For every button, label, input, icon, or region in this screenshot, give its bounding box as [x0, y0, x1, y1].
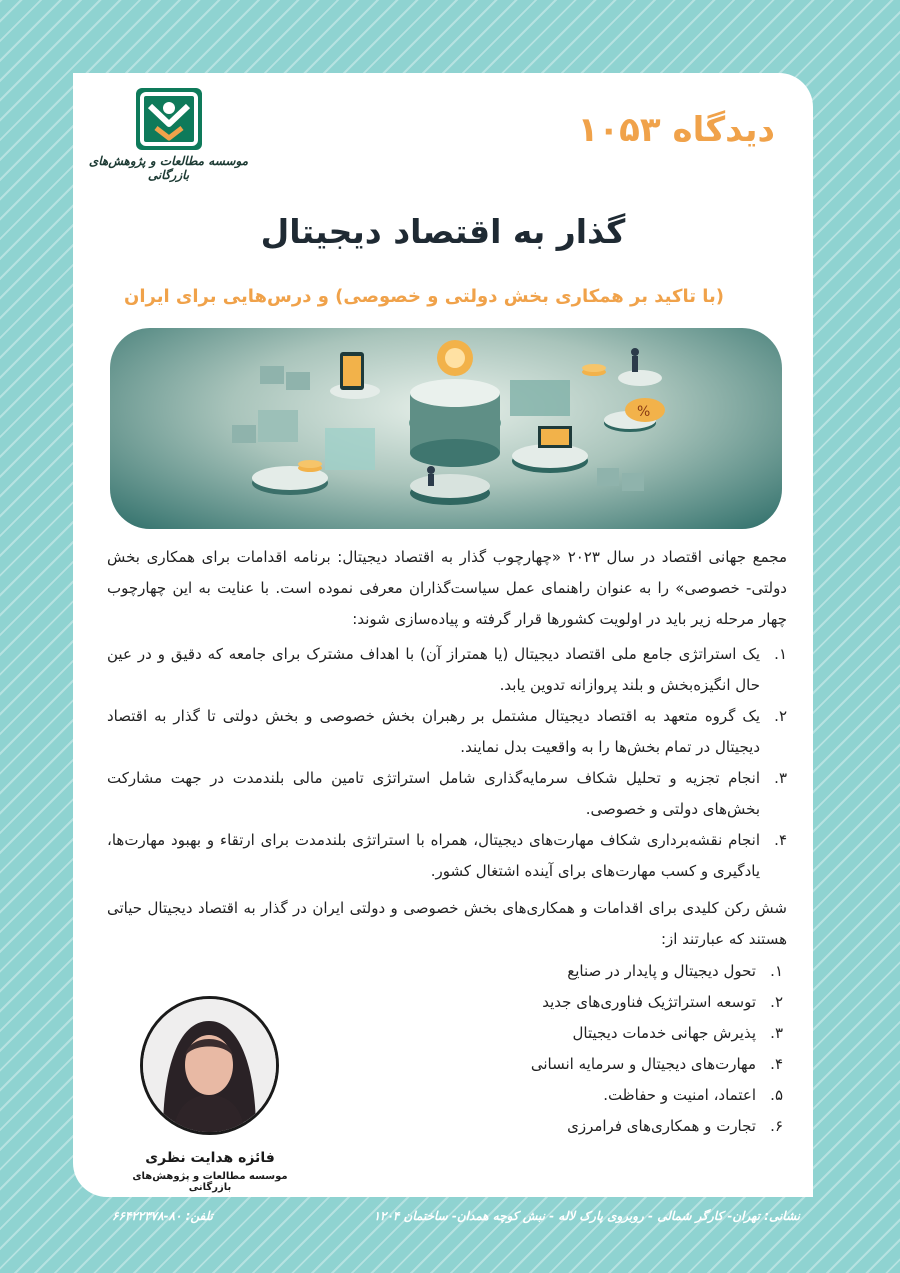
list-item: [383, 1080, 783, 1111]
list-number: ۴.: [774, 831, 787, 849]
list-item: [107, 701, 787, 763]
list-item: [107, 639, 787, 701]
list-item: [383, 956, 783, 987]
page-title: گذار به اقتصاد دیجیتال: [260, 212, 626, 251]
list-item: [107, 763, 787, 825]
list-text: انجام نقشه‌برداری شکاف مهارت‌های دیجیتال، همراه با استراتژی بلندمدت برای ارتقاء و بهبود مهارت‌ها، یادگیری و کسب مهارت‌های برای آینده اشتغال کشور.: [107, 831, 760, 880]
list-text: یک استراتژی جامع ملی اقتصاد دیجیتال (یا همتراز آن) با اهداف مشترک برای جامعه که دقیق و در عین حال انگیزه‌بخش و بلند پروازانه تدوین یابد.: [107, 645, 760, 694]
logo-text: موسسه مطالعات و پژوهش‌های بازرگانی: [88, 154, 249, 182]
list-number: ۲.: [774, 707, 787, 725]
logo-emblem-icon: [136, 88, 202, 150]
list-text: اعتماد، امنیت و حفاظت.: [603, 1086, 756, 1104]
list-number: ۱.: [774, 645, 787, 663]
list-item: [383, 1111, 783, 1142]
author-name: فائزه هدایت نظری: [145, 1150, 275, 1166]
list-text: یک گروه متعهد به اقتصاد دیجیتال مشتمل بر رهبران بخش خصوصی و بخش دولتی تا گذار به اقتصاد دیجیتال در تمام بخش‌ها را به واقعیت بدل نمایند.: [107, 707, 760, 756]
institute-logo: [86, 88, 251, 188]
list-text: انجام تجزیه و تحلیل شکاف سرمایه‌گذاری شامل استراتژی تامین مالی بلندمدت در جهت مشارکت بخش‌های دولتی و خصوصی.: [107, 769, 760, 818]
page-subtitle: (با تاکید بر همکاری بخش دولتی و خصوصی) و درس‌هایی برای ایران: [123, 286, 725, 307]
list-item: [383, 1018, 783, 1049]
author-photo: [140, 996, 279, 1135]
list-number: ۶.: [770, 1117, 783, 1135]
svg-text:%: %: [637, 404, 651, 420]
pillars-list: [383, 956, 783, 1142]
steps-list: [107, 639, 787, 887]
list-item: [383, 1049, 783, 1080]
list-item: [383, 987, 783, 1018]
list-number: ۳.: [770, 1024, 783, 1042]
list-text: مهارت‌های دیجیتال و سرمایه انسانی: [530, 1055, 756, 1073]
list-text: توسعه استراتژیک فناوری‌های جدید: [542, 993, 756, 1011]
list-item: [107, 825, 787, 887]
intro-paragraph: مجمع جهانی اقتصاد در سال ۲۰۲۳ «چهارچوب گذار به اقتصاد دیجیتال: برنامه اقدامات برای همکاری بخش دولتی- خصوصی» را به عنوان راهنمای عمل سیاست‌گذاران معرفی نموده است. با عنایت به این چهارچوب چهار مرحله زیر باید در اولویت کشورها قرار گرفته و پیاده‌سازی شوند:: [107, 548, 787, 628]
list-text: پذیرش جهانی خدمات دیجیتال: [572, 1024, 756, 1042]
footer-address: نشانی: تهران- کارگر شمالی - روبروی پارک لاله - نبش کوچه همدان- ساختمان ۱۲۰۴: [373, 1209, 800, 1223]
pillars-intro-paragraph: شش رکن کلیدی برای اقدامات و همکاری‌های بخش خصوصی و دولتی ایران در گذار به اقتصاد دیجیتال حیاتی هستند که عبارتند از:: [107, 899, 787, 948]
list-number: ۱.: [770, 962, 783, 980]
footer-phone: تلفن: ۸۰-۶۶۴۲۲۳۷۸: [112, 1209, 213, 1223]
list-number: ۵.: [770, 1086, 783, 1104]
author-organization: موسسه مطالعات و پژوهش‌های بازرگانی: [132, 1171, 288, 1193]
list-text: تحول دیجیتال و پایدار در صنایع: [567, 962, 756, 980]
hero-illustration: [110, 328, 782, 529]
list-number: ۳.: [774, 769, 787, 787]
list-text: تجارت و همکاری‌های فرامرزی: [567, 1117, 756, 1135]
list-number: ۴.: [770, 1055, 783, 1073]
issue-label: دیدگاه ۱۰۵۳: [577, 110, 775, 150]
list-number: ۲.: [770, 993, 783, 1011]
